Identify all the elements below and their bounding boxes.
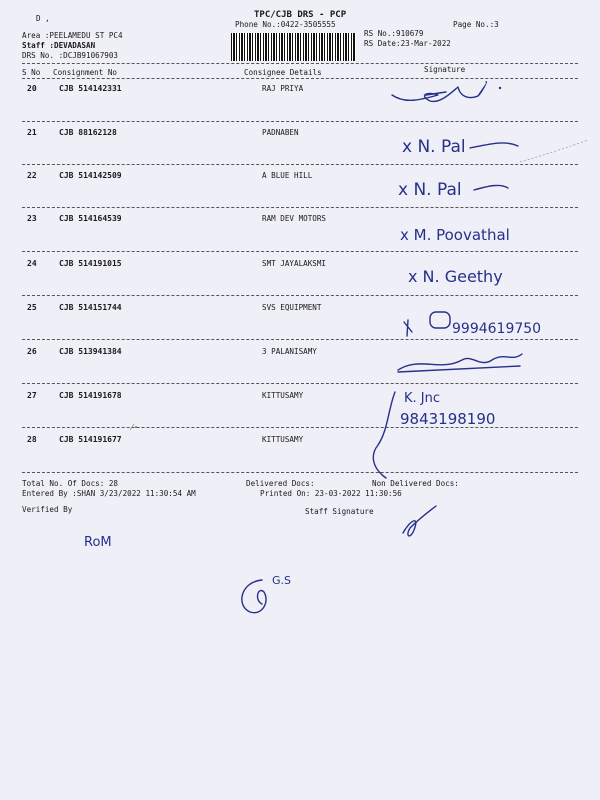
row-consignee: RAJ PRIYA	[262, 84, 304, 93]
printed-on: Printed On: 23-03-2022 11:30:56	[260, 489, 402, 498]
signature-underline	[470, 143, 518, 148]
ink-dot	[499, 87, 501, 89]
row-consignment-no: CJB 514151744	[59, 303, 122, 312]
row-sno: 24	[27, 259, 37, 268]
row-consignee: SMT JAYALAKSMI	[262, 259, 327, 268]
initial-doodle	[430, 312, 450, 328]
row-consignee: KITTUSAMY	[262, 391, 304, 400]
scribble-mark: G.S	[272, 574, 292, 587]
rs-number: RS No.:910679	[364, 29, 424, 38]
non-delivered-docs: Non Delivered Docs:	[372, 479, 459, 488]
ink-cross	[404, 320, 412, 336]
row-consignment-no: CJB 514191678	[59, 391, 122, 400]
row-consignment-no: CJB 514191015	[59, 259, 122, 268]
area-label: Area :PEELAMEDU ST PC4	[22, 31, 123, 40]
handwritten-phone: 9994619750	[452, 321, 542, 337]
signature-underline	[474, 185, 508, 190]
row-sno: 20	[27, 84, 37, 93]
staff-signature-label: Staff Signature	[305, 507, 374, 516]
page-number: Page No.:3	[453, 20, 499, 29]
entered-by: Entered By :SHAN 3/23/2022 11:30:54 AM	[22, 489, 196, 498]
drs-number: DRS No. :DCJB91067903	[22, 51, 119, 60]
row-sno: 28	[27, 435, 37, 444]
handwritten-signature: x N. Pal	[402, 137, 466, 157]
row-consignee: PADNABEN	[262, 128, 299, 137]
row-consignment-no: CJB 514164539	[59, 214, 122, 223]
delivered-docs: Delivered Docs:	[246, 479, 315, 488]
row-sno: 21	[27, 128, 37, 137]
handwritten-name: K. Jnc	[404, 391, 441, 406]
phone-number: Phone No.:0422-3505555	[235, 20, 336, 29]
row-sno: 22	[27, 171, 37, 180]
handwritten-signature: x M. Poovathal	[400, 226, 510, 244]
total-docs: Total No. Of Docs: 28	[22, 479, 119, 488]
verified-by-label: Verified By	[22, 505, 73, 514]
row-consignee: SVS EQUIPMENT	[262, 303, 322, 312]
row-consignee: KITTUSAMY	[262, 435, 304, 444]
staff-label: Staff :DEVADASAN	[22, 41, 96, 50]
staff-signature-scribble	[403, 506, 436, 536]
row-sno: 23	[27, 214, 37, 223]
document-title: TPC/CJB DRS - PCP	[254, 10, 347, 20]
row-consignee: A BLUE HILL	[262, 171, 313, 180]
row-consignment-no: CJB 514142331	[59, 84, 122, 93]
row-consignment-no: CJB 513941384	[59, 347, 122, 356]
row-consignee: RAM DEV MOTORS	[262, 214, 327, 223]
row-sno: 25	[27, 303, 37, 312]
signature-scribble	[392, 82, 486, 102]
handwritten-signature: x N. Pal	[398, 180, 462, 200]
bracket-mark	[373, 392, 395, 478]
signature-scribble	[398, 354, 522, 372]
corner-mark: D ,	[36, 14, 50, 23]
row-consignee: 3 PALANISAMY	[262, 347, 317, 356]
row-sno: 27	[27, 391, 37, 400]
col-header-consignee: Consignee Details	[244, 68, 322, 77]
handwritten-phone: 9843198190	[400, 410, 496, 428]
stray-mark	[520, 140, 588, 162]
row-consignment-no: CJB 514142509	[59, 171, 122, 180]
row-consignment-no: CJB 88162128	[59, 128, 117, 137]
col-header-consignment: Consignment No	[53, 68, 118, 77]
col-header-sno: S No	[22, 68, 41, 77]
col-header-signature: Signature	[424, 65, 466, 74]
row-sno: 26	[27, 347, 37, 356]
handwritten-signature: x N. Geethy	[408, 267, 503, 286]
verified-signature: RoM	[84, 535, 112, 550]
ink-dot	[135, 426, 137, 428]
initial-doodle	[242, 580, 266, 613]
row-consignment-no: CJB 514191677	[59, 435, 122, 444]
stray-mark	[130, 424, 134, 430]
rs-date: RS Date:23-Mar-2022	[364, 39, 451, 48]
